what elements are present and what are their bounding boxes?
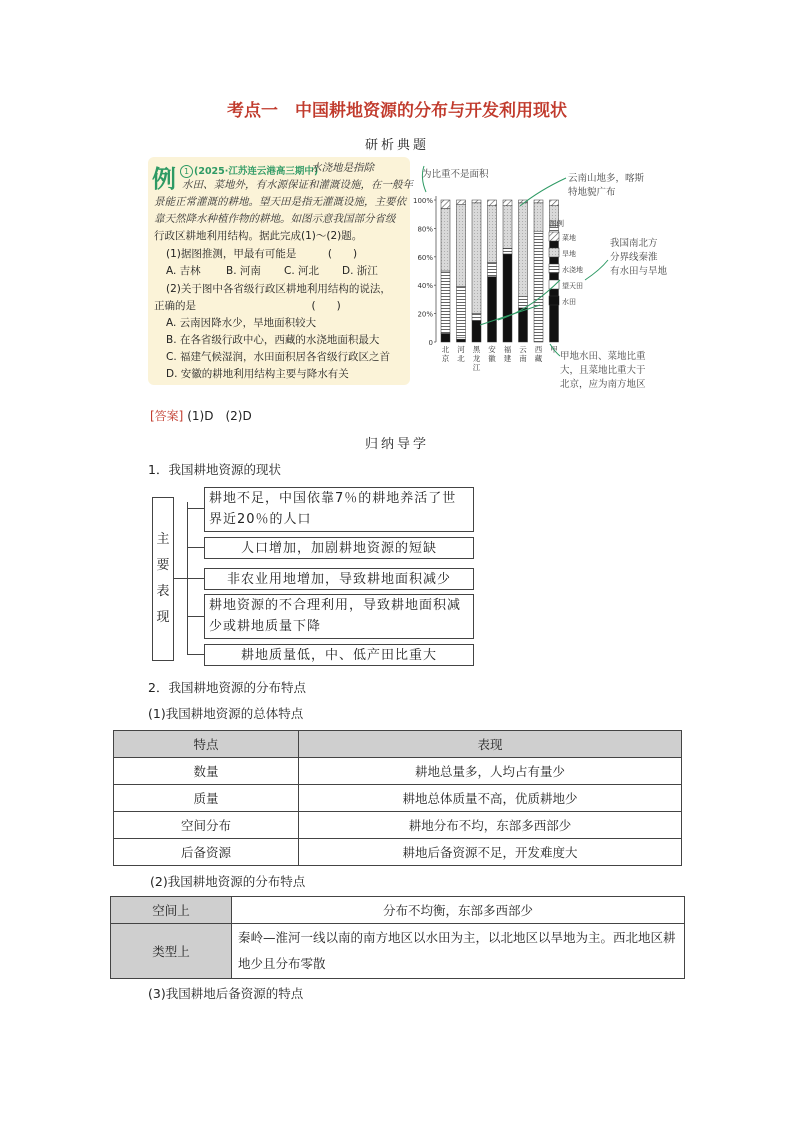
table-cell: 后备资源 bbox=[114, 839, 299, 866]
answer-tag: [答案] bbox=[150, 409, 184, 423]
table-row bbox=[114, 812, 682, 839]
question-1-option: B. 河南 bbox=[226, 265, 261, 277]
chart-annotation: 北京，应为南方地区 bbox=[560, 379, 646, 390]
table-cell: 秦岭—淮河一线以南的南方地区以水田为主，以北地区以旱地为主。西北地区耕地少且分布零散 bbox=[232, 924, 685, 979]
y-tick-label: 60% bbox=[417, 253, 433, 262]
feature-box: 人口增加，加剧耕地资源的短缺 bbox=[204, 537, 474, 559]
subsection-heading: (3)我国耕地后备资源的特点 bbox=[148, 986, 304, 1001]
table-cell: 耕地后备资源不足，开发难度大 bbox=[299, 839, 682, 866]
example-box bbox=[148, 157, 413, 385]
legend-label: 菜地 bbox=[562, 234, 576, 242]
category-label: 福 bbox=[503, 345, 512, 354]
legend-swatch bbox=[549, 296, 559, 305]
category-label: 甲 bbox=[550, 345, 558, 354]
legend-swatch bbox=[549, 264, 559, 273]
bar-segment bbox=[472, 203, 481, 314]
table-cell: 质量 bbox=[114, 785, 299, 812]
table-row bbox=[111, 924, 685, 979]
chart-annotation: 甲地水田、菜地比重 bbox=[560, 351, 646, 362]
question-2-option: C. 福建气候湿润，水田面积居各省级行政区之首 bbox=[166, 351, 391, 363]
legend-label: 望天田 bbox=[562, 282, 583, 290]
section-example-heading: 研析典题 bbox=[364, 138, 429, 153]
chart-annotation: 我国南北方 bbox=[610, 238, 658, 249]
question-1-option: D. 浙江 bbox=[342, 265, 378, 277]
chart-annotation: 有水田与旱地 bbox=[610, 266, 668, 277]
chart-annotation: 为比重不是面积 bbox=[422, 169, 489, 180]
legend-swatch bbox=[549, 280, 559, 289]
chart-annotation: 大，且菜地比重大于 bbox=[560, 365, 646, 376]
overall-features-table bbox=[113, 730, 682, 866]
y-tick-label: 100% bbox=[412, 197, 433, 205]
feature-box: 耕地不足，中国依靠7％的耕地养活了世界近20％的人口 bbox=[204, 487, 474, 532]
bar-segment bbox=[488, 277, 497, 342]
legend-label: 水浇地 bbox=[562, 266, 583, 274]
chart-annotation: 云南山地多，喀斯 bbox=[568, 173, 645, 184]
question-2: (2)关于图中各省级行政区耕地利用结构的说法， bbox=[166, 283, 391, 295]
section-guide-heading: 归纳导学 bbox=[364, 437, 429, 452]
bar-segment bbox=[441, 271, 450, 333]
connector bbox=[187, 508, 204, 509]
category-label: 河 bbox=[457, 345, 465, 354]
bar-segment bbox=[457, 204, 466, 286]
question-2-option: A. 云南因降水少，旱地面积较大 bbox=[166, 317, 317, 329]
connector bbox=[173, 578, 187, 579]
bar-segment bbox=[519, 308, 528, 342]
bar-segment bbox=[519, 203, 528, 297]
bar-segment bbox=[503, 248, 512, 254]
table-row bbox=[114, 785, 682, 812]
y-tick-label: 80% bbox=[417, 225, 433, 234]
table-row-label: 空间上 bbox=[111, 897, 232, 924]
bar-segment bbox=[457, 200, 466, 204]
question-1: (1)据图推测，甲最有可能是 ( ) bbox=[166, 248, 358, 260]
legend-swatch bbox=[549, 232, 559, 241]
category-label: 江 bbox=[472, 363, 481, 372]
section-1-heading: 1．我国耕地资源的现状 bbox=[148, 462, 281, 477]
bar-segment bbox=[457, 339, 466, 342]
bar-segment bbox=[519, 297, 528, 308]
table-header-cell: 特点 bbox=[114, 731, 299, 758]
example-mark: 例 bbox=[152, 164, 176, 193]
bar-segment bbox=[457, 287, 466, 338]
bar-segment bbox=[503, 200, 512, 206]
feature-box: 非农业用地增加，导致耕地面积减少 bbox=[204, 568, 474, 590]
table-cell: 耕地分布不均，东部多西部少 bbox=[299, 812, 682, 839]
example-intro-line: 水田、菜地外，有水源保证和灌溉设施，在一般年 bbox=[182, 179, 413, 191]
feature-box: 耕地资源的不合理利用，导致耕地面积减少或耕地质量下降 bbox=[204, 594, 474, 639]
y-tick-label: 40% bbox=[417, 282, 433, 291]
question-1-option: C. 河北 bbox=[284, 265, 320, 277]
table-cell: 数量 bbox=[114, 758, 299, 785]
category-label: 北 bbox=[441, 345, 450, 354]
bar-segment bbox=[441, 200, 450, 209]
example-intro-line: 水浇地是指除 bbox=[311, 162, 374, 174]
bar-segment bbox=[503, 254, 512, 342]
bar-segment bbox=[472, 314, 481, 321]
legend-label: 水田 bbox=[562, 298, 576, 306]
bar-segment bbox=[488, 262, 497, 276]
question-2-option: D. 安徽的耕地利用结构主要与降水有关 bbox=[166, 368, 349, 380]
y-tick-label: 20% bbox=[417, 310, 433, 319]
main-features-label: 主 要 表 现 bbox=[152, 497, 174, 661]
bar-segment bbox=[534, 200, 543, 203]
bar-segment bbox=[441, 209, 450, 271]
category-label: 西 bbox=[534, 345, 543, 354]
category-label: 建 bbox=[503, 354, 512, 363]
table-header-row bbox=[114, 731, 682, 758]
bar-segment bbox=[472, 321, 481, 342]
legend-title: 图例 bbox=[549, 219, 564, 228]
question-1-option: A. 吉林 bbox=[166, 265, 201, 277]
category-label: 藏 bbox=[534, 354, 543, 363]
category-label: 北 bbox=[457, 354, 465, 363]
chart-annotation: 分界线秦淮 bbox=[610, 252, 658, 263]
bar-segment bbox=[534, 231, 543, 342]
bar-segment bbox=[472, 200, 481, 203]
section-2-heading: 2．我国耕地资源的分布特点 bbox=[148, 680, 306, 695]
example-intro-line: 景能正常灌溉的耕地。望天田是指无灌溉设施，主要依 bbox=[154, 196, 406, 208]
table-header-cell: 表现 bbox=[299, 731, 682, 758]
legend-label: 旱地 bbox=[562, 250, 576, 258]
bar-segment bbox=[550, 200, 559, 206]
chart-annotation: 特地貌广布 bbox=[568, 187, 616, 198]
bar-segment bbox=[441, 333, 450, 342]
feature-box: 耕地质量低，中、低产田比重大 bbox=[204, 644, 474, 666]
table-cell: 耕地总体质量不高，优质耕地少 bbox=[299, 785, 682, 812]
bar-segment bbox=[488, 206, 497, 263]
table-row bbox=[114, 758, 682, 785]
bar-segment bbox=[534, 203, 543, 231]
answer-text: (1)D (2)D bbox=[187, 409, 252, 423]
category-label: 京 bbox=[441, 354, 450, 363]
connector bbox=[187, 654, 204, 655]
table-cell: 空间分布 bbox=[114, 812, 299, 839]
category-label: 南 bbox=[519, 354, 527, 363]
subsection-heading: (2)我国耕地资源的分布特点 bbox=[150, 874, 306, 889]
table-cell: 耕地总量多，人均占有量少 bbox=[299, 758, 682, 785]
category-label: 云 bbox=[519, 345, 527, 354]
question-2: 正确的是 ( ) bbox=[154, 300, 341, 312]
category-label: 黑 bbox=[472, 345, 481, 354]
category-label: 徽 bbox=[488, 354, 496, 363]
table-row bbox=[111, 897, 685, 924]
subsection-heading: (1)我国耕地资源的总体特点 bbox=[148, 706, 304, 721]
category-label: 龙 bbox=[472, 354, 481, 363]
table-cell: 分布不均衡，东部多西部少 bbox=[232, 897, 685, 924]
table-row bbox=[114, 839, 682, 866]
bar-segment bbox=[503, 206, 512, 249]
distribution-features-table bbox=[110, 896, 685, 979]
answer-line bbox=[150, 407, 252, 424]
example-number: 1 bbox=[180, 165, 193, 178]
example-intro-line: 靠天然降水种植作物的耕地。如图示意我国部分省级 bbox=[154, 213, 396, 225]
category-label: 安 bbox=[488, 345, 496, 354]
connector bbox=[187, 616, 204, 617]
example-intro-line: 行政区耕地利用结构。据此完成(1)～(2)题。 bbox=[154, 230, 363, 242]
question-2-option: B. 在各省级行政中心，西藏的水浇地面积最大 bbox=[166, 334, 380, 346]
connector bbox=[187, 578, 204, 579]
example-source: (2025·江苏连云港高三期中) bbox=[194, 166, 319, 177]
connector bbox=[187, 547, 204, 548]
y-tick-label: 0 bbox=[428, 339, 433, 347]
legend-swatch bbox=[549, 248, 559, 257]
page-title: 考点一 中国耕地资源的分布与开发利用现状 bbox=[227, 101, 567, 121]
annotation-arrow bbox=[585, 260, 608, 280]
table-row-label: 类型上 bbox=[111, 924, 232, 979]
bar-segment bbox=[488, 200, 497, 206]
